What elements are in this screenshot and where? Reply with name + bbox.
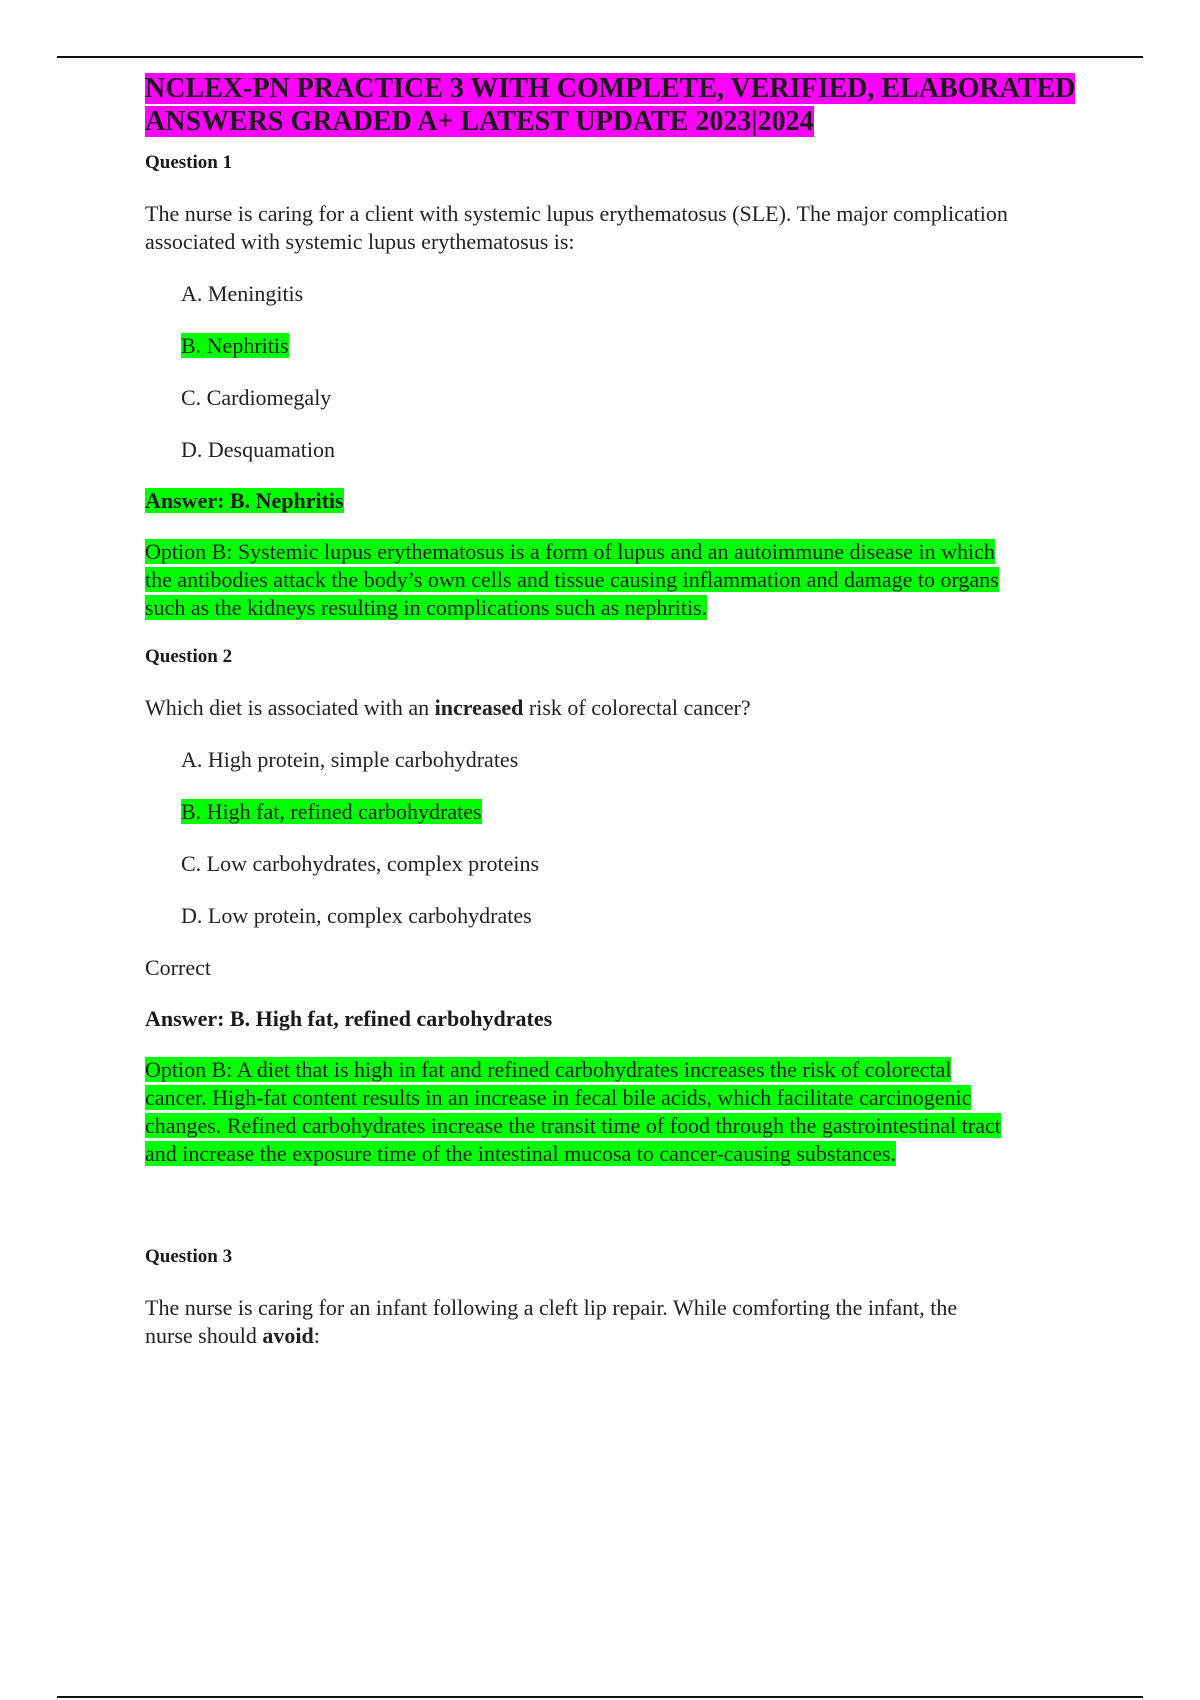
q2-explanation <box>145 1056 1085 1168</box>
q1-option-d: D. Desquamation <box>181 437 335 462</box>
title-line-1: NCLEX-PN PRACTICE 3 WITH COMPLETE, VERIFIED, ELABORATED <box>145 73 1076 104</box>
question-2-text <box>145 694 1085 722</box>
q2-explanation-line-4: and increase the exposure time of the intestinal mucosa to cancer-causing substances. <box>145 1141 896 1166</box>
q2-option-c: C. Low carbohydrates, complex proteins <box>181 851 540 876</box>
q2-explanation-line-1: Option B: A diet that is high in fat and refined carbohydrates increases the risk of colorectal <box>145 1057 952 1082</box>
top-rule <box>57 56 1143 58</box>
bottom-rule <box>57 1696 1143 1698</box>
q2-text-emphasis: increased <box>434 695 524 720</box>
q1-option-c: C. Cardiomegaly <box>181 385 332 410</box>
q2-option-d: D. Low protein, complex carbohydrates <box>181 903 532 928</box>
q1-option-a: A. Meningitis <box>181 281 304 306</box>
q1-answer: Answer: B. Nephritis <box>145 488 344 513</box>
q1-explanation-line-2: the antibodies attack the body’s own cells and tissue causing inflammation and damage to organs <box>145 567 999 592</box>
q2-correct-note: Correct <box>145 955 211 980</box>
document-title <box>145 72 1085 138</box>
page-content <box>145 72 1085 1350</box>
q2-explanation-line-3: changes. Refined carbohydrates increase the transit time of food through the gastrointestinal tract <box>145 1113 1001 1138</box>
q2-text-after: risk of colorectal cancer? <box>523 695 751 720</box>
q3-text-line-1: The nurse is caring for an infant following a cleft lip repair. While comforting the infant, the <box>145 1295 958 1320</box>
q2-option-a: A. High protein, simple carbohydrates <box>181 747 519 772</box>
q2-explanation-line-2: cancer. High-fat content results in an increase in fecal bile acids, which facilitate carcinogenic <box>145 1085 972 1110</box>
q1-explanation-line-1: Option B: Systemic lupus erythematosus is a form of lupus and an autoimmune disease in which <box>145 539 995 564</box>
q2-option-b: B. High fat, refined carbohydrates <box>181 799 482 824</box>
title-line-2: ANSWERS GRADED A+ LATEST UPDATE 2023|2024 <box>145 106 814 137</box>
question-1-label: Question 1 <box>145 152 233 173</box>
q3-text-emphasis: avoid <box>262 1323 314 1348</box>
question-1-text: The nurse is caring for a client with systemic lupus erythematosus (SLE). The major complication associated with systemic lupus erythematosus is: <box>145 201 1008 254</box>
q2-text-before: Which diet is associated with an <box>145 695 435 720</box>
question-2-label: Question 2 <box>145 646 233 667</box>
q1-option-b: B. Nephritis <box>181 333 289 358</box>
q3-text-after: : <box>313 1323 320 1348</box>
q3-text-before: nurse should <box>145 1323 263 1348</box>
q1-explanation <box>145 538 1085 622</box>
q1-explanation-line-3: such as the kidneys resulting in complications such as nephritis. <box>145 595 708 620</box>
question-3-text <box>145 1294 1085 1350</box>
q2-answer: Answer: B. High fat, refined carbohydrates <box>145 1006 553 1031</box>
question-3-label: Question 3 <box>145 1246 233 1267</box>
